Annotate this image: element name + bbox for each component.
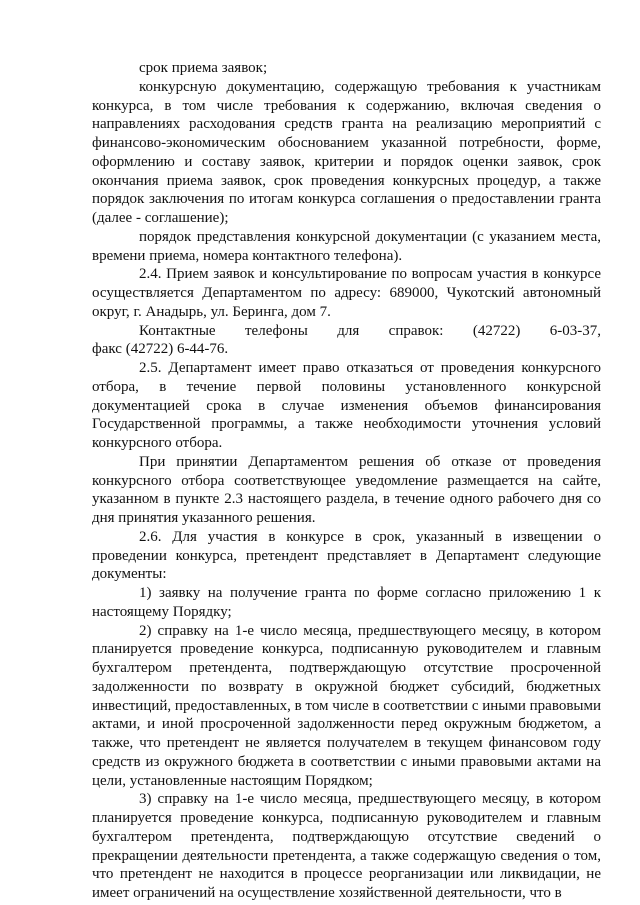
paragraph-fax: факс (42722) 6-44-76. [92, 341, 229, 358]
paragraph-refusal-notice: При принятии Департаментом решения об отказе от проведения конкурсного отбора соответствующее уведомление размещается на сайте, указанном в пункте 2.3 настоящего раздела, в течение одного рабочего дня со дня принятия указанного решения. [92, 453, 601, 526]
document-page [92, 59, 601, 903]
list-item-2-debt-certificate: 2) справку на 1-е число месяца, предшествующего месяцу, в котором планируется проведение конкурса, подписанную руководителем и главным бухгалтером претендента, подтверждающую отсутствие просроченной задолженности по возврату в окружной бюджет субсидий, бюджетных инвестиций, предоставленных, в том числе в соответствии с иными правовыми актами, и иной просроченной задолженности перед окружным бюджетом, а также, что претендент не является получателем в текущем финансовом году средств из окружного бюджета в соответствии с иными правовыми актами на цели, установленные настоящим Порядком; [92, 622, 601, 789]
paragraph-2-6-documents: 2.6. Для участия в конкурсе в срок, указанный в извещении о проведении конкурса, претендент представляет в Департамент следующие документы: [92, 528, 601, 583]
paragraph-competition-documentation: конкурсную документацию, содержащую требования к участникам конкурса, в том числе требования к содержанию, включая сведения о направлениях расходования средств гранта на реализацию мероприятий с финансово-экономическим обоснованием указанной потребности, форме, оформлению и составу заявок, критерии и порядок оценки заявок, срок окончания приема заявок, срок проведения конкурсных процедур, а также порядок заключения по итогам конкурса соглашения о предоставлении гранта (далее - соглашение); [92, 78, 601, 226]
paragraph-documentation-provision: порядок представления конкурсной документации (с указанием места, времени приема, номера контактного телефона). [92, 228, 601, 264]
paragraph-2-5-refusal-right: 2.5. Департамент имеет право отказаться от проведения конкурсного отбора, в течение первой половины установленного конкурсной документацией срока в случае изменения объемов финансирования Государственной программы, а также необходимости уточнения условий конкурсного отбора. [92, 360, 601, 451]
list-item-1-application: 1) заявку на получение гранта по форме согласно приложению 1 к настоящему Порядку; [92, 585, 601, 620]
list-item-3-activity-certificate: 3) справку на 1-е число месяца, предшествующего месяцу, в котором планируется проведение конкурса, подписанную руководителем и главным бухгалтером претендента, подтверждающую отсутствие сведений о прекращении деятельности претендента, а также содержащую сведения о том, что претендент не находится в процессе реорганизации или ликвидации, не имеет ограничений на осуществление хозяйственной деятельности, что в [92, 791, 601, 901]
paragraph-application-deadline: срок приема заявок; [139, 60, 268, 76]
paragraph-contact-phones: Контактные телефоны для справок: (42722) 6-03-37, [139, 322, 601, 339]
paragraph-2-4-reception: 2.4. Прием заявок и консультирование по вопросам участия в конкурсе осуществляется Департаментом по адресу: 689000, Чукотский автономный округ, г. Анадырь, ул. Беринга, дом 7. [92, 266, 601, 320]
